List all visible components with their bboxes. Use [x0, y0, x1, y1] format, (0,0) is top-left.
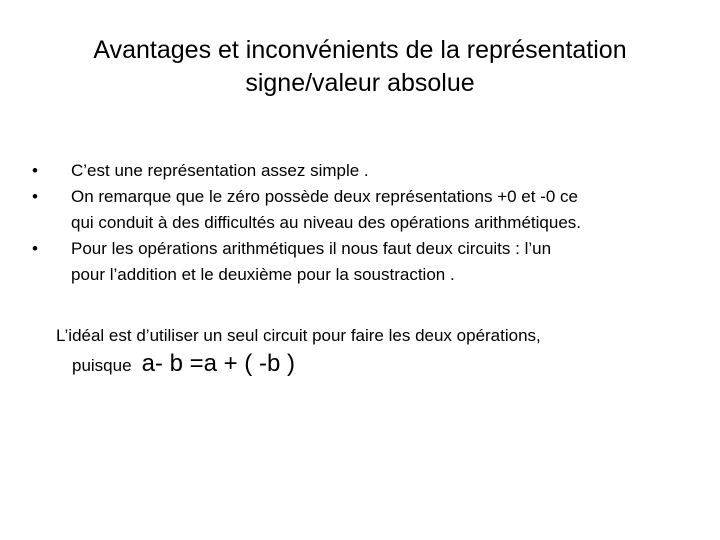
- bullet-line: qui conduit à des difficultés au niveau des opérations arithmétiques.: [71, 213, 582, 232]
- title-line-1: Avantages et inconvénients de la représentation: [93, 36, 627, 64]
- bullet-line: On remarque que le zéro possède deux représentations +0 et -0 ce: [71, 187, 579, 206]
- bullet-item: [32, 184, 702, 236]
- bullet-text: [71, 184, 702, 236]
- bullet-icon: •: [32, 187, 38, 206]
- bullet-line: pour l’addition et le deuxième pour la soustraction .: [71, 265, 455, 284]
- title-line-2: signe/valeur absolue: [245, 69, 475, 97]
- slide-title: [40, 34, 680, 100]
- bullet-text: [71, 236, 702, 288]
- bullet-icon: •: [32, 239, 38, 258]
- bullet-text: [71, 158, 702, 184]
- conclusion-line-1: L’idéal est d’utiliser un seul circuit pour faire les deux opérations,: [56, 326, 541, 345]
- bullet-line: Pour les opérations arithmétiques il nous faut deux circuits : l’un: [71, 239, 552, 258]
- conclusion-lead: puisque: [72, 356, 132, 375]
- bullet-item: [32, 158, 702, 184]
- conclusion-line-2: [56, 350, 696, 380]
- bullet-list: [32, 158, 702, 288]
- conclusion-paragraph: [56, 322, 696, 380]
- formula: a- b =a + ( -b ): [141, 350, 295, 377]
- bullet-line: C’est une représentation assez simple .: [71, 161, 369, 180]
- bullet-icon: •: [32, 161, 38, 180]
- bullet-item: [32, 236, 702, 288]
